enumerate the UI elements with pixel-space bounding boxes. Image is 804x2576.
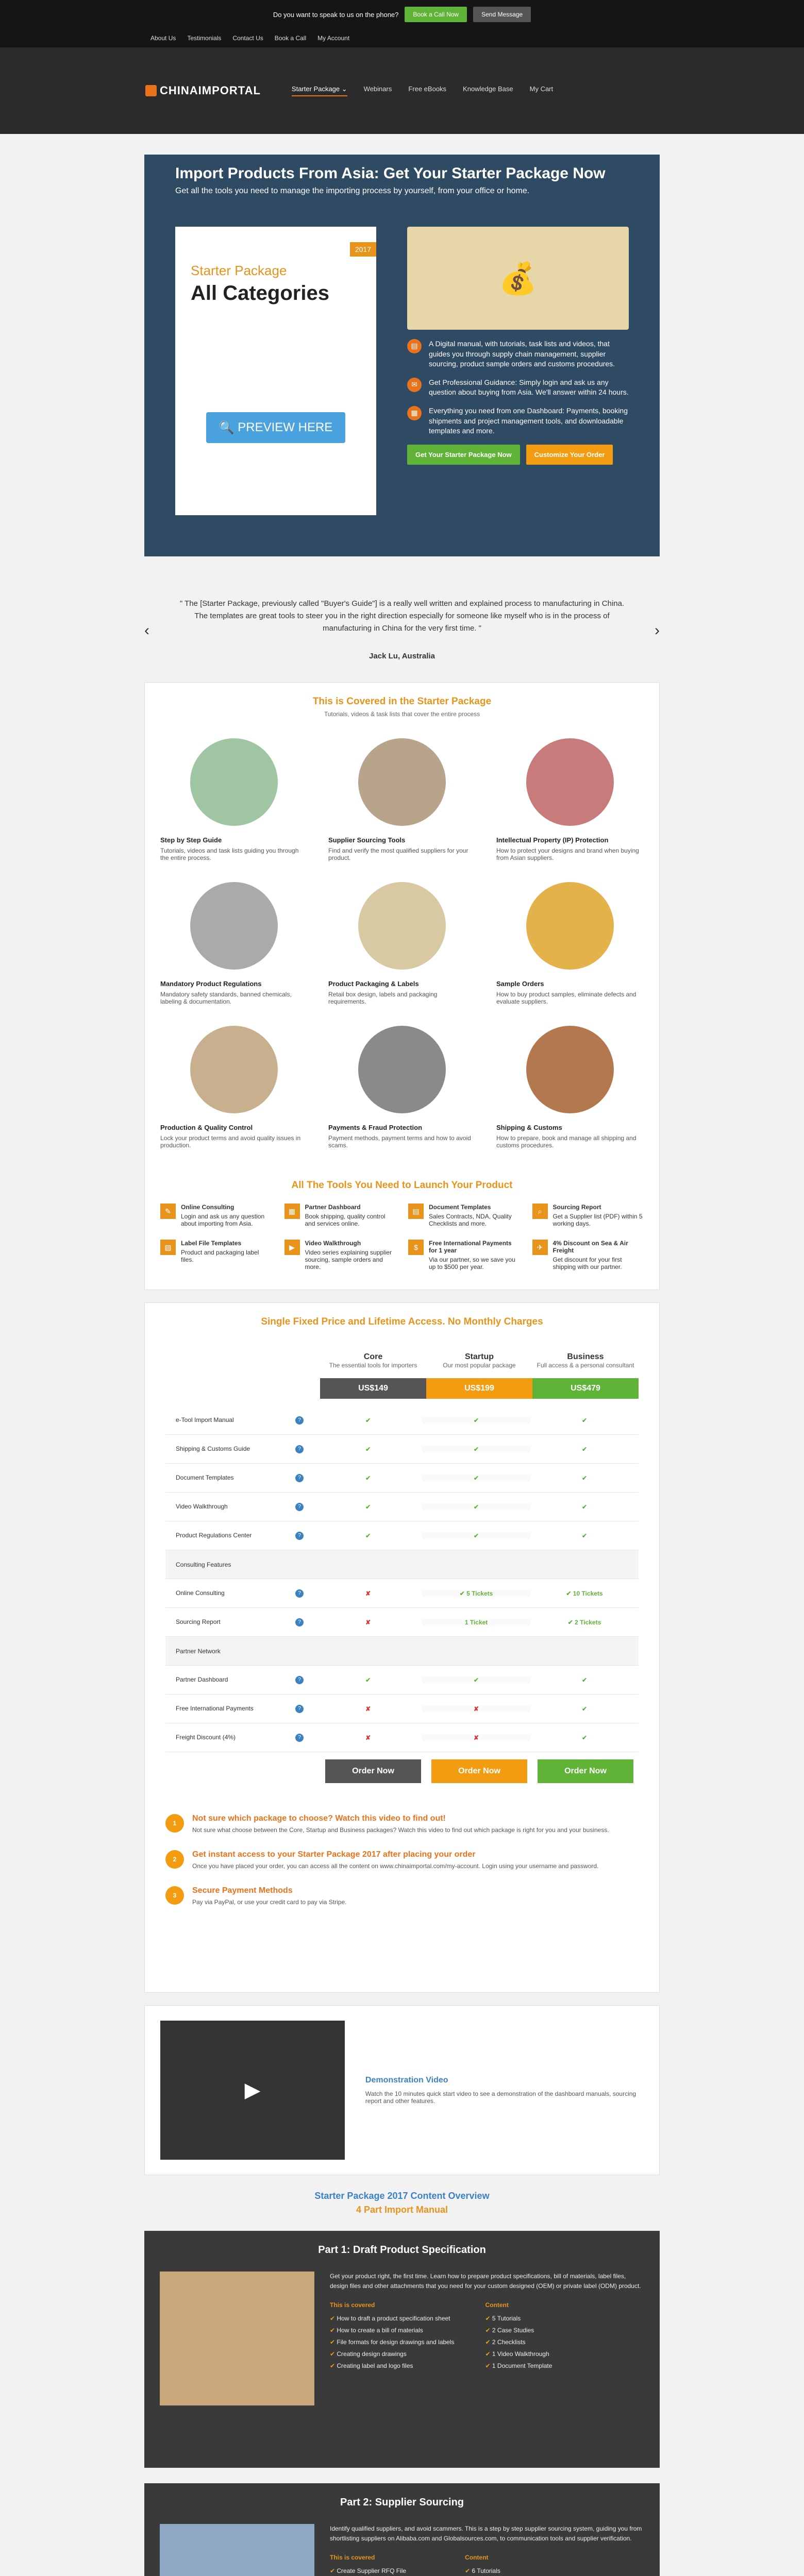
content-card bbox=[160, 738, 308, 861]
learn-item: ✔ How to draft a product specification sheet bbox=[330, 2313, 455, 2325]
card-desc: Lock your product terms and avoid quality issues in production. bbox=[160, 1134, 301, 1149]
demo-section bbox=[144, 2005, 660, 2175]
tool-desc: Login and ask us any question about importing from Asia. bbox=[181, 1213, 265, 1227]
preview-label: PREVIEW HERE bbox=[238, 420, 333, 434]
tool-title: Free International Payments for 1 year bbox=[429, 1240, 512, 1254]
preview-button[interactable] bbox=[206, 412, 345, 443]
hero-title: Import Products From Asia: Get Your Starter Package Now bbox=[175, 165, 606, 182]
card-desc: Mandatory safety standards, banned chemicals, labeling & documentation. bbox=[160, 991, 292, 1005]
tool-item bbox=[532, 1204, 644, 1227]
nav-webinars[interactable]: Webinars bbox=[363, 85, 392, 93]
overview-subtitle: 4 Part Import Manual bbox=[356, 2205, 448, 2215]
card-title: Step by Step Guide bbox=[160, 836, 222, 844]
card-image bbox=[358, 738, 446, 826]
plan-desc: The essential tools for importers bbox=[329, 1362, 417, 1369]
plan-price: US$199 bbox=[426, 1378, 532, 1399]
plan-header bbox=[532, 1348, 639, 1403]
card-image bbox=[526, 882, 614, 970]
demo-video[interactable] bbox=[160, 2021, 345, 2160]
learn-list bbox=[330, 2313, 455, 2371]
help-icon[interactable]: ? bbox=[295, 1474, 304, 1482]
row-label bbox=[165, 1589, 314, 1598]
site-logo[interactable] bbox=[145, 84, 261, 97]
row-label bbox=[165, 1561, 314, 1568]
manual-part bbox=[144, 2483, 660, 2576]
tool-item bbox=[532, 1240, 644, 1270]
help-icon[interactable]: ? bbox=[295, 1532, 304, 1540]
pricing-row bbox=[165, 1406, 639, 1435]
plan-name: Business bbox=[567, 1352, 604, 1361]
row-cell: ✔ 2 Tickets bbox=[567, 1618, 601, 1626]
hero-section bbox=[144, 155, 660, 556]
part-image bbox=[160, 2524, 314, 2576]
content-card bbox=[496, 738, 644, 861]
nav-cart[interactable]: My Cart bbox=[529, 85, 554, 93]
content-card bbox=[328, 882, 476, 1005]
plan-desc: Full access & a personal consultant bbox=[537, 1362, 634, 1369]
tool-icon: ⌕ bbox=[532, 1204, 548, 1219]
nav-starter-package[interactable]: Starter Package ⌄ bbox=[292, 85, 347, 96]
row-label bbox=[165, 1705, 314, 1713]
step-desc: Pay via PayPal, or use your credit card to pay via Stripe. bbox=[192, 1899, 347, 1906]
feature-item bbox=[407, 339, 629, 369]
help-icon[interactable]: ? bbox=[295, 1416, 304, 1425]
row-label bbox=[165, 1503, 314, 1511]
row-cell: ✔ bbox=[581, 1734, 588, 1741]
help-icon[interactable]: ? bbox=[295, 1618, 304, 1626]
row-label bbox=[165, 1532, 314, 1540]
tool-item bbox=[408, 1204, 520, 1227]
content-card bbox=[496, 882, 644, 1005]
logo-icon bbox=[145, 85, 157, 96]
pricing-row bbox=[165, 1493, 639, 1521]
learn-item: ✔ File formats for design drawings and labels bbox=[330, 2336, 455, 2348]
part-title: Part 2: Supplier Sourcing bbox=[340, 2497, 464, 2508]
pricing-row bbox=[165, 1608, 639, 1637]
help-icon[interactable]: ? bbox=[295, 1705, 304, 1713]
order-step bbox=[165, 1814, 639, 1834]
plan-name: Startup bbox=[465, 1352, 494, 1361]
subnav-account[interactable]: My Account bbox=[317, 35, 350, 42]
book-call-button[interactable]: Book a Call Now bbox=[405, 7, 467, 22]
chevron-left-icon[interactable]: ‹ bbox=[144, 622, 149, 639]
content-item: ✔ 2 Case Studies bbox=[485, 2325, 552, 2336]
row-label bbox=[165, 1676, 314, 1684]
overview-title: Starter Package 2017 Content Overview bbox=[314, 2191, 490, 2201]
row-cell: ✔ bbox=[581, 1705, 588, 1713]
row-cell: ✔ bbox=[422, 1676, 530, 1684]
row-cell: ✔ bbox=[581, 1445, 588, 1453]
row-cell: ✔ bbox=[422, 1475, 530, 1482]
content-title: This is Covered in the Starter Package bbox=[312, 696, 492, 707]
content-heading: Content bbox=[485, 2301, 509, 2309]
demo-title: Demonstration Video bbox=[365, 2076, 448, 2084]
card-title: Intellectual Property (IP) Protection bbox=[496, 836, 609, 844]
tool-title: Label File Templates bbox=[181, 1240, 242, 1247]
hero-subtitle: Get all the tools you need to manage the importing process by yourself, from your office or home. bbox=[175, 187, 530, 195]
card-desc: Retail box design, labels and packaging requirements. bbox=[328, 991, 438, 1005]
part-desc: Identify qualified suppliers, and avoid scammers. This is a step by step supplier sourcing system, guiding you from shortlisting suppliers on Alibaba.com and Globalsources.com, to communication tools and supplier verification. bbox=[330, 2525, 642, 2543]
tool-item bbox=[408, 1240, 520, 1270]
row-label-text: Document Templates bbox=[176, 1473, 234, 1481]
play-icon: ▶ bbox=[244, 2079, 261, 2102]
hero-features bbox=[407, 227, 629, 465]
row-cell: ✔ bbox=[581, 1503, 588, 1511]
part-columns bbox=[330, 2554, 644, 2576]
pricing-row bbox=[165, 1694, 639, 1723]
tool-title: Sourcing Report bbox=[552, 1204, 601, 1211]
plan-header bbox=[320, 1348, 426, 1403]
tool-icon: ▦ bbox=[284, 1204, 300, 1219]
row-label bbox=[165, 1734, 314, 1742]
help-icon[interactable]: ? bbox=[295, 1589, 304, 1598]
pricing-row bbox=[165, 1435, 639, 1464]
learn-item: ✔ Creating design drawings bbox=[330, 2348, 455, 2360]
tool-desc: Via our partner, so we save you up to $500 per year. bbox=[429, 1256, 515, 1270]
row-label-text: Video Walkthrough bbox=[176, 1502, 228, 1510]
content-section bbox=[144, 682, 660, 1290]
tool-desc: Get discount for your first shipping with our partner. bbox=[552, 1256, 622, 1270]
row-cell: ✔ 5 Tickets bbox=[422, 1590, 530, 1597]
step-title: Get instant access to your Starter Package 2017 after placing your order bbox=[192, 1850, 476, 1859]
cover-line1: Starter Package bbox=[191, 263, 287, 278]
row-label-text: Freight Discount (4%) bbox=[176, 1733, 236, 1741]
tool-title: Partner Dashboard bbox=[305, 1204, 361, 1211]
book-icon: ▤ bbox=[407, 339, 422, 353]
row-cell: ✔ bbox=[365, 1532, 371, 1539]
help-icon[interactable]: ? bbox=[295, 1503, 304, 1511]
learn-list bbox=[330, 2565, 434, 2576]
step-number: 1 bbox=[165, 1814, 184, 1833]
card-desc: Payment methods, payment terms and how to avoid scams. bbox=[328, 1134, 471, 1149]
testimonial bbox=[144, 577, 660, 670]
part-title: Part 1: Draft Product Specification bbox=[318, 2244, 486, 2256]
search-icon: 🔍 bbox=[219, 420, 238, 435]
tools-block bbox=[160, 1180, 644, 1270]
card-image bbox=[526, 1026, 614, 1113]
row-cell: 1 Ticket bbox=[422, 1619, 530, 1626]
content-card bbox=[160, 882, 308, 1005]
row-label bbox=[165, 1618, 314, 1626]
card-title: Shipping & Customs bbox=[496, 1124, 562, 1131]
testimonial-author: Jack Lu, Australia bbox=[369, 652, 435, 660]
customize-order-button[interactable]: Customize Your Order bbox=[526, 445, 613, 465]
pricing-row bbox=[165, 1464, 639, 1493]
row-cell: ✔ bbox=[365, 1445, 371, 1453]
row-label bbox=[165, 1445, 314, 1453]
step-title: Secure Payment Methods bbox=[192, 1886, 293, 1895]
learn-heading: This is covered bbox=[330, 2301, 375, 2309]
tool-desc: Book shipping, quality control and services online. bbox=[305, 1213, 386, 1227]
pricing-row bbox=[165, 1550, 639, 1579]
get-package-button[interactable]: Get Your Starter Package Now bbox=[407, 445, 520, 465]
primary-nav bbox=[292, 85, 553, 96]
content-item: ✔ 1 Document Template bbox=[485, 2360, 552, 2372]
card-desc: How to prepare, book and manage all shipping and customs procedures. bbox=[496, 1134, 636, 1149]
card-image bbox=[190, 738, 278, 826]
content-tagline: Tutorials, videos & task lists that cover the entire process bbox=[324, 710, 480, 718]
plan-desc: Our most popular package bbox=[443, 1362, 516, 1369]
row-cell: ✘ bbox=[365, 1734, 371, 1741]
row-cell: ✘ bbox=[422, 1705, 530, 1713]
order-step bbox=[165, 1850, 639, 1870]
row-cell: ✔ bbox=[365, 1416, 371, 1424]
pricing-title: Single Fixed Price and Lifetime Access. No Monthly Charges bbox=[261, 1316, 543, 1327]
tool-item bbox=[160, 1204, 272, 1227]
cover-year: 2017 bbox=[350, 242, 376, 257]
learn-heading: This is covered bbox=[330, 2554, 375, 2562]
row-cell: ✘ bbox=[365, 1618, 371, 1626]
logo-text: CHINAIMPORTAL bbox=[160, 84, 261, 97]
plan-headers bbox=[320, 1348, 639, 1403]
row-label bbox=[165, 1474, 314, 1482]
manual-part bbox=[144, 2231, 660, 2468]
tool-icon: $ bbox=[408, 1240, 424, 1255]
feature-item bbox=[407, 406, 629, 436]
row-cell: ✘ bbox=[365, 1589, 371, 1597]
subnav-book-call[interactable]: Book a Call bbox=[274, 35, 307, 42]
hero-illustration bbox=[407, 227, 629, 330]
pricing-section bbox=[144, 1302, 660, 1993]
order-step bbox=[165, 1886, 639, 1906]
tool-icon: ▶ bbox=[284, 1240, 300, 1255]
order-now-button[interactable]: Order Now bbox=[538, 1759, 633, 1783]
learn-item: ✔ How to create a bill of materials bbox=[330, 2325, 455, 2336]
tool-item bbox=[160, 1240, 272, 1270]
row-label-text: Partner Network bbox=[176, 1647, 221, 1655]
row-cell: ✔ bbox=[581, 1416, 588, 1424]
row-cell: ✔ 10 Tickets bbox=[566, 1589, 603, 1597]
order-now-button[interactable]: Order Now bbox=[325, 1759, 421, 1783]
step-number: 2 bbox=[165, 1850, 184, 1869]
feature-text: A Digital manual, with tutorials, task lists and videos, that guides you through supply chain management, supplier sourcing, product sample orders and customs procedures. bbox=[429, 340, 615, 368]
help-icon[interactable]: ? bbox=[295, 1734, 304, 1742]
top-bar bbox=[0, 0, 804, 29]
money-bag-icon: 💰 bbox=[498, 261, 538, 296]
content-item: ✔ 6 Tutorials bbox=[465, 2565, 572, 2576]
send-message-button[interactable]: Send Message bbox=[473, 7, 531, 22]
row-label-text: Product Regulations Center bbox=[176, 1531, 252, 1539]
order-now-button[interactable]: Order Now bbox=[431, 1759, 527, 1783]
nav-knowledge-base[interactable]: Knowledge Base bbox=[463, 85, 513, 93]
tools-grid bbox=[160, 1204, 644, 1270]
row-cell: ✔ bbox=[422, 1417, 530, 1424]
tool-desc: Sales Contracts, NDA, Quality Checklists and more. bbox=[429, 1213, 512, 1227]
content-card bbox=[328, 738, 476, 861]
row-cell: ✔ bbox=[365, 1676, 371, 1684]
pricing-row bbox=[165, 1723, 639, 1752]
pricing-row bbox=[165, 1579, 639, 1608]
plan-price: US$149 bbox=[320, 1378, 426, 1399]
help-icon[interactable]: ? bbox=[295, 1676, 304, 1684]
pricing-row bbox=[165, 1666, 639, 1694]
tool-icon: ▤ bbox=[408, 1204, 424, 1219]
step-title: Not sure which package to choose? Watch this video to find out! bbox=[192, 1814, 446, 1823]
row-label-text: e-Tool Import Manual bbox=[176, 1416, 234, 1423]
order-buttons bbox=[320, 1759, 639, 1783]
tool-item bbox=[284, 1204, 396, 1227]
pricing-row bbox=[165, 1521, 639, 1550]
card-image bbox=[190, 882, 278, 970]
row-label-text: Online Consulting bbox=[176, 1589, 225, 1597]
learn-item: ✔ Creating label and logo files bbox=[330, 2360, 455, 2372]
tool-desc: Get a Supplier list (PDF) within 5 working days. bbox=[552, 1213, 643, 1227]
tool-icon: ✎ bbox=[160, 1204, 176, 1219]
order-steps bbox=[165, 1814, 639, 1906]
tool-title: Online Consulting bbox=[181, 1204, 234, 1211]
row-cell: ✔ bbox=[365, 1474, 371, 1482]
row-label-text: Shipping & Customs Guide bbox=[176, 1445, 250, 1452]
plan-header bbox=[426, 1348, 532, 1403]
row-cell: ✔ bbox=[581, 1474, 588, 1482]
content-card bbox=[160, 1026, 308, 1149]
card-image bbox=[526, 738, 614, 826]
row-label bbox=[165, 1416, 314, 1425]
tool-title: Document Templates bbox=[429, 1204, 491, 1211]
card-desc: Tutorials, videos and task lists guiding you through the entire process. bbox=[160, 847, 299, 861]
row-cell: ✘ bbox=[422, 1734, 530, 1741]
part-body bbox=[160, 2272, 644, 2405]
tool-icon: ▧ bbox=[160, 1240, 176, 1255]
row-cell: ✘ bbox=[365, 1705, 371, 1713]
chat-icon: ✉ bbox=[407, 378, 422, 392]
learn-item: ✔ Create Supplier RFQ File bbox=[330, 2565, 434, 2576]
card-title: Production & Quality Control bbox=[160, 1124, 253, 1131]
card-title: Mandatory Product Regulations bbox=[160, 980, 262, 988]
dashboard-icon: ▦ bbox=[407, 406, 422, 420]
tool-desc: Product and packaging label files. bbox=[181, 1249, 259, 1263]
chevron-right-icon[interactable]: › bbox=[655, 622, 660, 639]
card-image bbox=[358, 1026, 446, 1113]
part-columns bbox=[330, 2301, 644, 2371]
row-label-text: Free International Payments bbox=[176, 1704, 254, 1712]
tools-title: All The Tools You Need to Launch Your Product bbox=[291, 1180, 513, 1191]
tool-icon: ✈ bbox=[532, 1240, 548, 1255]
row-cell: ✔ bbox=[422, 1446, 530, 1453]
card-title: Product Packaging & Labels bbox=[328, 980, 419, 988]
subnav-testimonials[interactable]: Testimonials bbox=[187, 35, 222, 42]
row-cell: ✔ bbox=[422, 1532, 530, 1539]
card-desc: How to protect your designs and brand when buying from Asian suppliers. bbox=[496, 847, 639, 861]
row-cell: ✔ bbox=[581, 1676, 588, 1684]
plan-name: Core bbox=[363, 1352, 383, 1361]
part-body bbox=[160, 2524, 644, 2576]
cover-line2: All Categories bbox=[191, 282, 329, 304]
tool-item bbox=[284, 1240, 396, 1270]
row-label-text: Partner Dashboard bbox=[176, 1675, 228, 1683]
card-title: Supplier Sourcing Tools bbox=[328, 836, 406, 844]
tool-title: Video Walkthrough bbox=[305, 1240, 361, 1247]
step-desc: Once you have placed your order, you can access all the content on www.chinaimportal.com/my-account. Login using your username and password. bbox=[192, 1862, 599, 1870]
row-label-text: Consulting Features bbox=[176, 1561, 231, 1568]
content-card bbox=[328, 1026, 476, 1149]
content-card bbox=[496, 1026, 644, 1149]
content-item: ✔ 1 Video Walkthrough bbox=[485, 2348, 552, 2360]
part-image bbox=[160, 2272, 314, 2405]
phone-prompt: Do you want to speak to us on the phone? bbox=[273, 10, 399, 19]
overview-heading bbox=[144, 2191, 660, 2215]
subnav-contact[interactable]: Contact Us bbox=[232, 35, 263, 42]
content-list bbox=[485, 2313, 552, 2371]
demo-desc: Watch the 10 minutes quick start video to see a demonstration of the dashboard manuals, sourcing report and other features. bbox=[365, 2090, 636, 2105]
help-icon[interactable]: ? bbox=[295, 1445, 304, 1453]
product-cover bbox=[175, 227, 376, 515]
card-title: Payments & Fraud Protection bbox=[328, 1124, 423, 1131]
nav-ebooks[interactable]: Free eBooks bbox=[408, 85, 447, 93]
feature-item bbox=[407, 378, 629, 398]
part-desc: Get your product right, the first time. Learn how to prepare product specifications, bill of materials, label files, design files and other attachments that you need for your custom designed (OEM) or private label (ODM) product. bbox=[330, 2273, 641, 2290]
tool-title: 4% Discount on Sea & Air Freight bbox=[552, 1240, 628, 1254]
subnav-about[interactable]: About Us bbox=[150, 35, 176, 42]
card-image bbox=[358, 882, 446, 970]
step-number: 3 bbox=[165, 1886, 184, 1905]
content-heading: Content bbox=[465, 2554, 489, 2562]
pricing-table bbox=[165, 1406, 639, 1752]
feature-text: Get Professional Guidance: Simply login and ask us any question about buying from Asia. We'll answer within 24 hours. bbox=[429, 378, 629, 397]
content-item: ✔ 5 Tutorials bbox=[485, 2313, 552, 2325]
step-desc: Not sure what choose between the Core, Startup and Business packages? Watch this video to find out which package is right for you and your business. bbox=[192, 1826, 609, 1834]
card-title: Sample Orders bbox=[496, 980, 544, 988]
content-item: ✔ 2 Checklists bbox=[485, 2336, 552, 2348]
secondary-nav bbox=[0, 29, 804, 47]
row-label-text: Sourcing Report bbox=[176, 1618, 221, 1625]
row-label bbox=[165, 1648, 314, 1655]
pricing-row bbox=[165, 1637, 639, 1666]
plan-price: US$479 bbox=[532, 1378, 639, 1399]
content-grid bbox=[160, 738, 644, 1149]
row-cell: ✔ bbox=[365, 1503, 371, 1511]
row-cell: ✔ bbox=[581, 1532, 588, 1539]
row-cell: ✔ bbox=[422, 1503, 530, 1511]
parts-list bbox=[0, 2231, 804, 2576]
tool-desc: Video series explaining supplier sourcing, sample orders and more. bbox=[305, 1249, 392, 1270]
card-desc: Find and verify the most qualified suppliers for your product. bbox=[328, 847, 468, 861]
card-desc: How to buy product samples, eliminate defects and evaluate suppliers. bbox=[496, 991, 636, 1005]
testimonial-text: " The [Starter Package, previously called "Buyer's Guide"] is a really well written and explained process to manufacturing in China. The templates are great tools to steer you in the right direction especially for someone like myself who is in the process of manufacturing in China for the very first time. " bbox=[179, 599, 625, 633]
feature-text: Everything you need from one Dashboard: Payments, booking shipments and project management tools, and downloadable templates and more. bbox=[429, 406, 628, 435]
content-list bbox=[465, 2565, 572, 2576]
main-nav bbox=[0, 47, 804, 134]
card-image bbox=[190, 1026, 278, 1113]
